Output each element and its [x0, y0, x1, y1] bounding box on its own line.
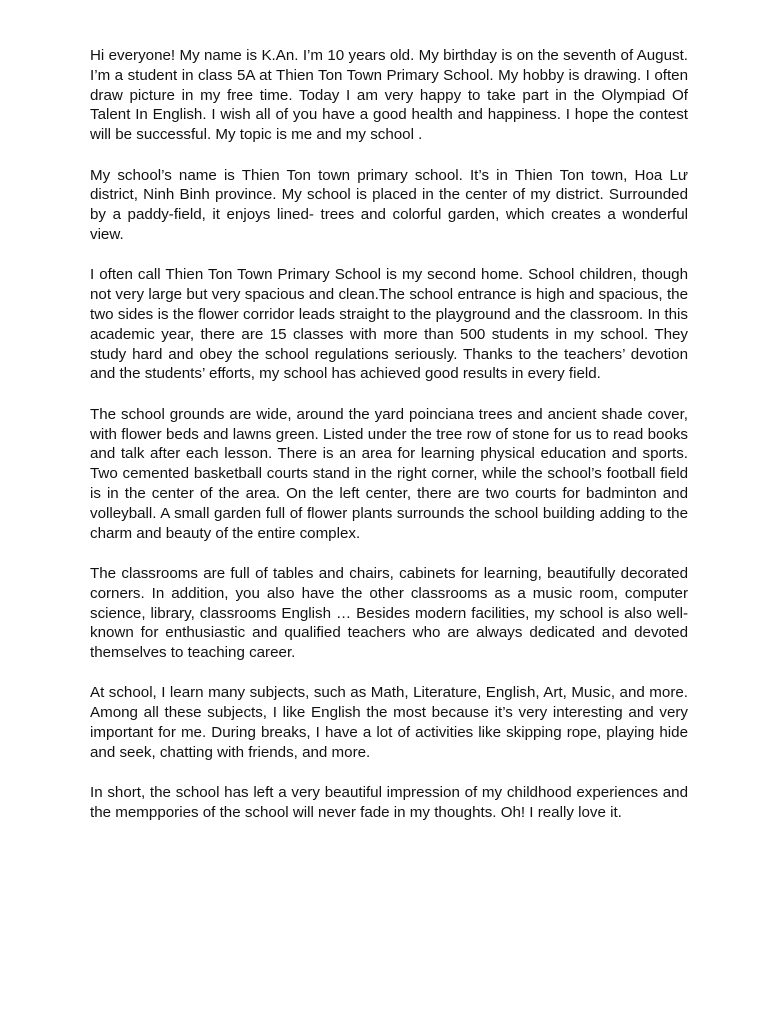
essay-body	[90, 46, 688, 843]
paragraph-conclusion: In short, the school has left a very beautiful impression of my childhood experiences and the memppories of the school will never fade in my thoughts. Oh! I really love it.	[90, 784, 688, 822]
paragraph-introduction: Hi everyone! My name is K.An. I’m 10 years old. My birthday is on the seventh of August. I’m a student in class 5A at Thien Ton Town Primary School. My hobby is drawing. I often draw picture in my free time. Today I am very happy to take part in the Olympiad Of Talent In English. I wish all of you have a good health and happiness. I hope the contest will be successful. My topic is me and my school .	[90, 47, 688, 144]
paragraph-second-home: I often call Thien Ton Town Primary School is my second home. School children, though not very large but very spacious and clean.The school entrance is high and spacious, the two sides is the flower corridor leads straight to the playground and the classroom. In this academic year, there are 15 classes with more than 500 students in my school. They study hard and obey the school regulations seriously. Thanks to the teachers’ devotion and the students’ efforts, my school has achieved good results in every field.	[90, 266, 688, 383]
paragraph-subjects: At school, I learn many subjects, such as Math, Literature, English, Art, Music, and more. Among all these subjects, I like English the most because it’s very interesting and very important for me. During breaks, I have a lot of activities like skipping rope, playing hide and seek, chatting with friends, and more.	[90, 684, 688, 761]
paragraph-school-grounds: The school grounds are wide, around the yard poinciana trees and ancient shade cover, with flower beds and lawns green. Listed under the tree row of stone for us to read books and talk after each lesson. There is an area for learning physical education and sports. Two cemented basketball courts stand in the right corner, while the school’s football field is in the center of the area. On the left center, there are two courts for badminton and volleyball. A small garden full of flower plants surrounds the school building adding to the charm and beauty of the entire complex.	[90, 405, 688, 542]
paragraph-classrooms: The classrooms are full of tables and chairs, cabinets for learning, beautifully decorated corners. In addition, you also have the other classrooms as a music room, computer science, library, classrooms English … Besides modern facilities, my school is also well-known for enthusiastic and qualified teachers who are always dedicated and devoted themselves to teaching career.	[90, 564, 688, 662]
paragraph-school-location: My school’s name is Thien Ton town primary school. It’s in Thien Ton town, Hoa Lư district, Ninh Binh province. My school is placed in the center of my district. Surrounded by a paddy-field, it enjoys lined- trees and colorful garden, which creates a wonderful view.	[90, 166, 688, 243]
